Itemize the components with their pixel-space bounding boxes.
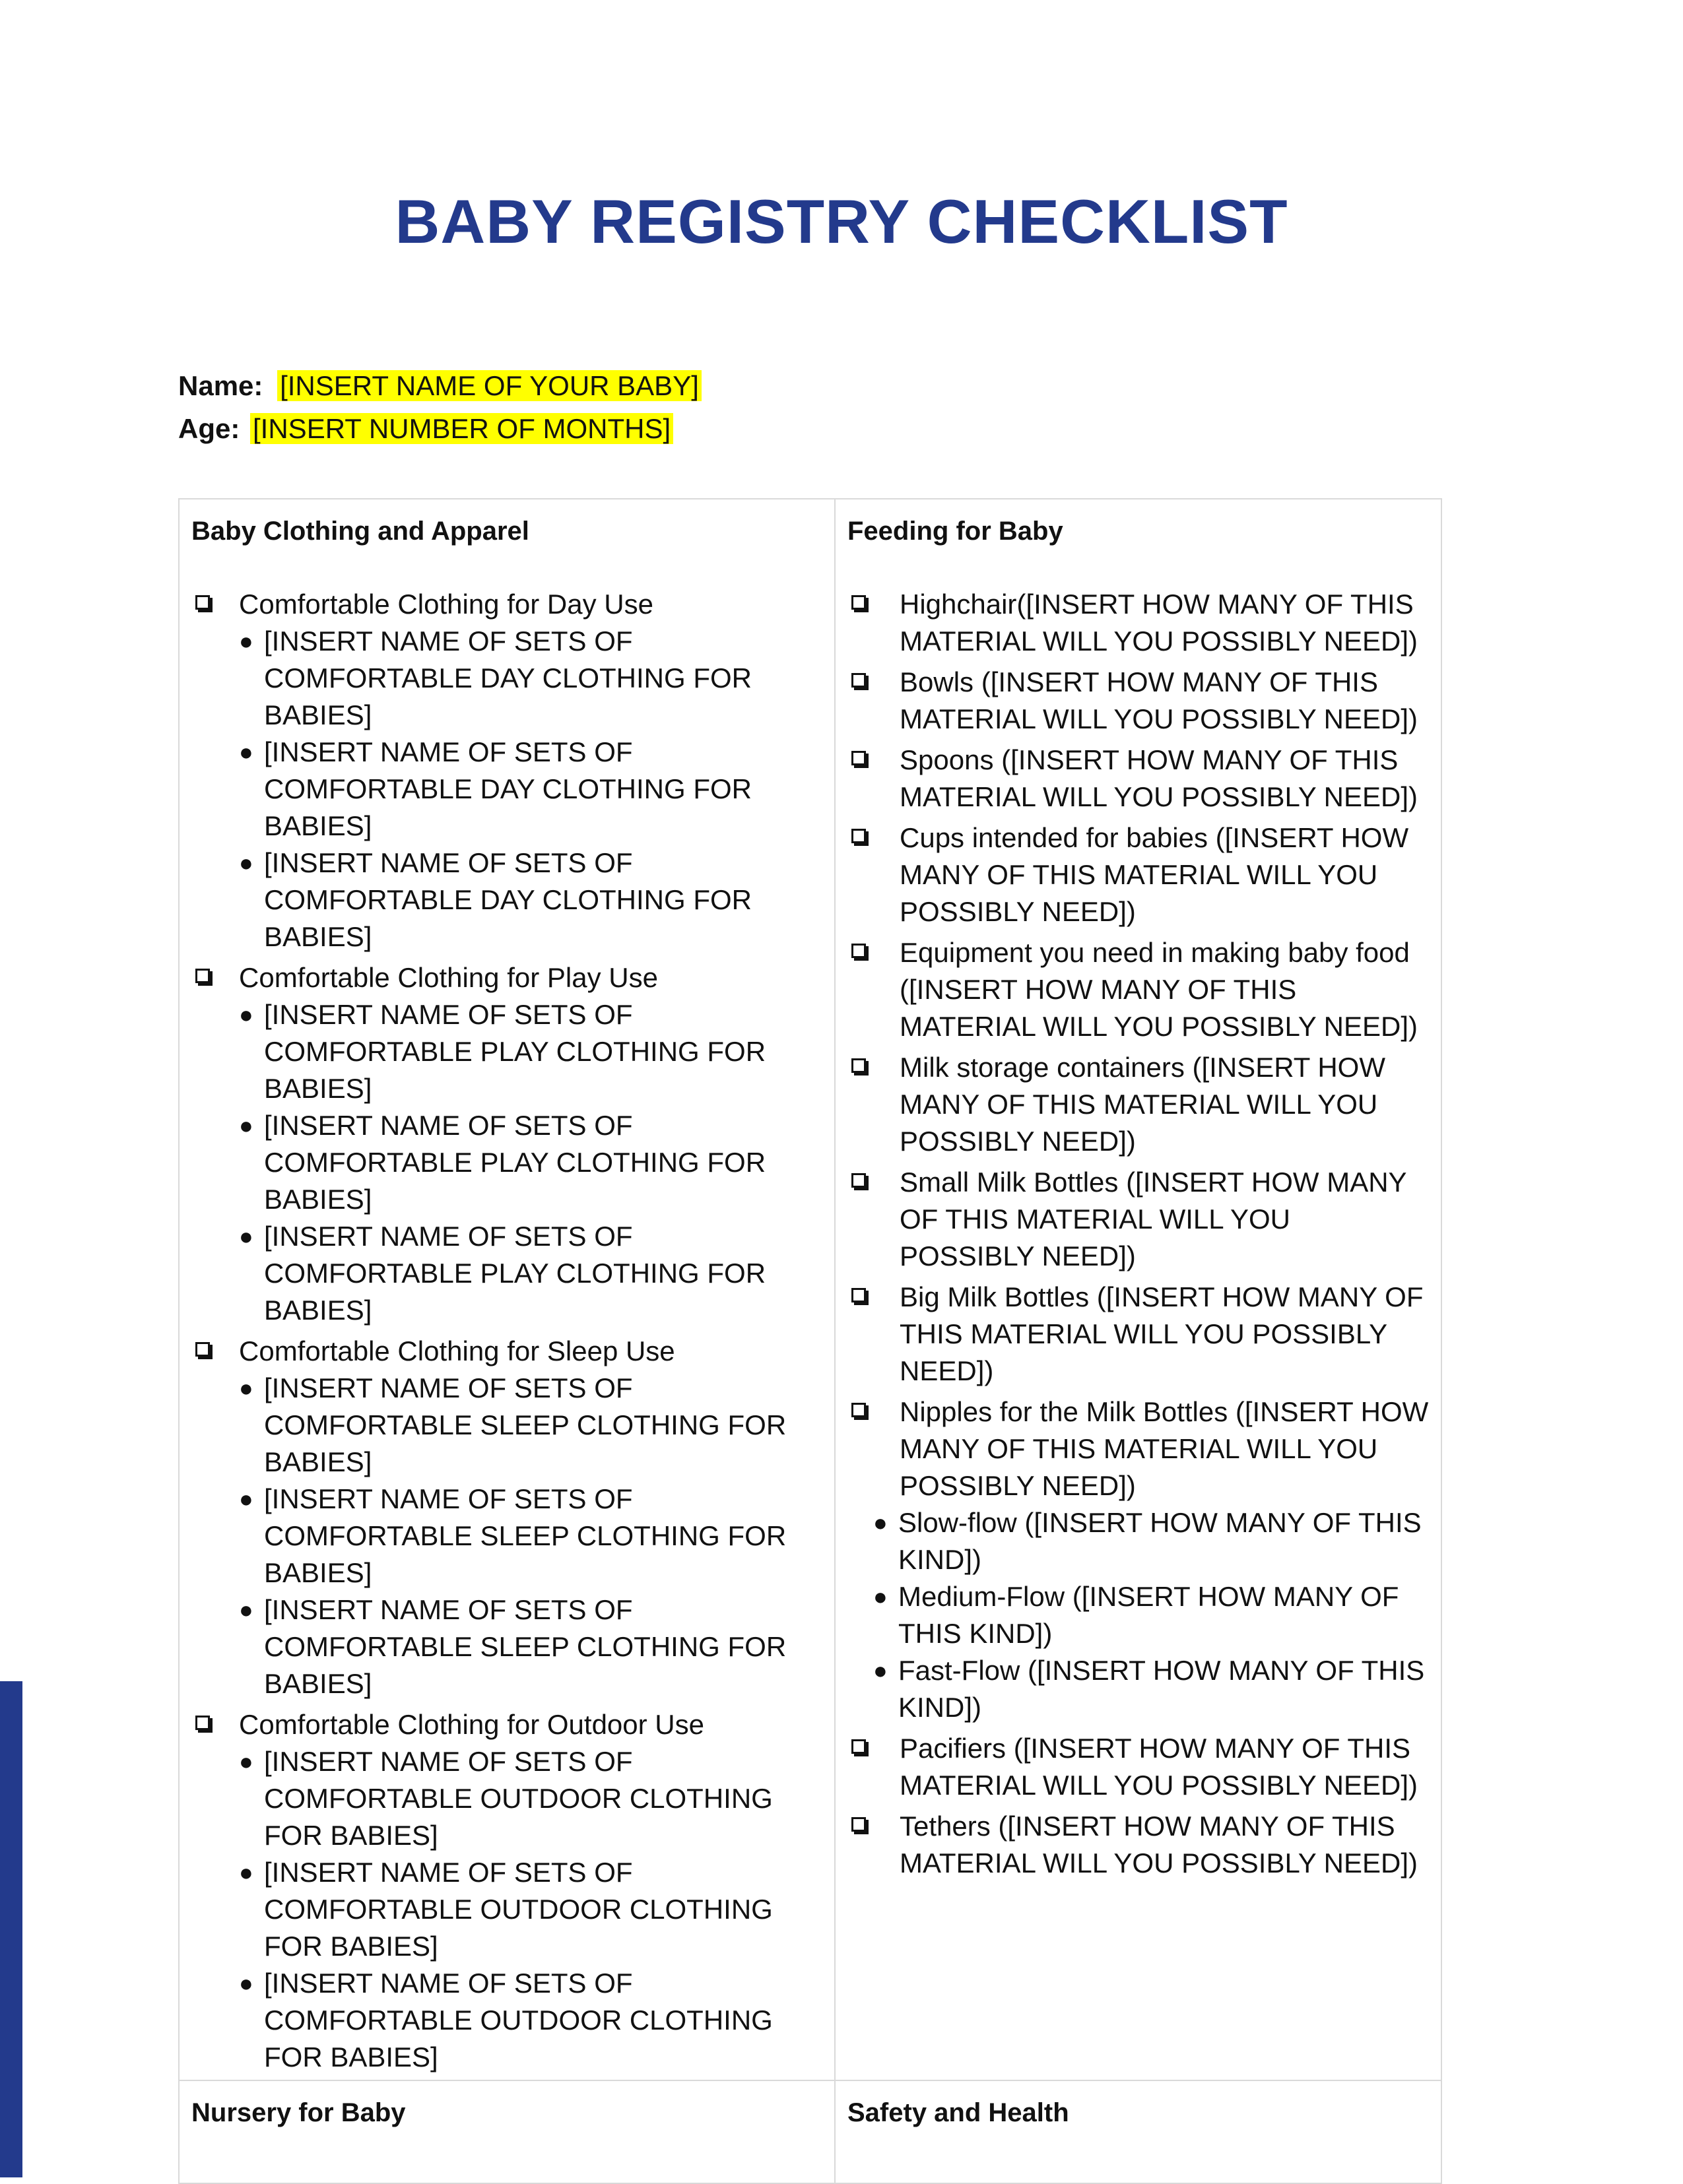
clothing-group-label: Comfortable Clothing for Sleep Use bbox=[239, 1335, 675, 1366]
checkbox-icon[interactable] bbox=[851, 1403, 866, 1417]
clothing-group-label: Comfortable Clothing for Play Use bbox=[239, 962, 658, 993]
clothing-group bbox=[191, 1333, 822, 1702]
bullet-icon: ● bbox=[239, 1596, 253, 1623]
feeding-item: Nipples for the Milk Bottles ([INSERT HOW MANY OF THIS MATERIAL WILL YOU POSSIBLY NEED]) ● Slow-flow ([INSERT HOW MANY OF THIS KIND]) ● Medium-Flow ([INSERT HOW MANY OF THIS KIND]) ● Fast-Flow ([INSERT HOW MANY OF THIS KIND]) bbox=[847, 1394, 1429, 1726]
feeding-list bbox=[847, 586, 1429, 1882]
bullet-icon: ● bbox=[239, 738, 253, 765]
bullet-icon: ● bbox=[239, 1485, 253, 1512]
clothing-group-label: Comfortable Clothing for Outdoor Use bbox=[239, 1709, 704, 1740]
feeding-item: Highchair([INSERT HOW MANY OF THIS MATERIAL WILL YOU POSSIBLY NEED]) bbox=[847, 586, 1429, 660]
page-title: BABY REGISTRY CHECKLIST bbox=[395, 187, 1288, 256]
bullet-icon: ● bbox=[239, 1001, 253, 1028]
checkbox-icon[interactable] bbox=[851, 751, 866, 765]
feeding-item: Bowls ([INSERT HOW MANY OF THIS MATERIAL WILL YOU POSSIBLY NEED]) bbox=[847, 664, 1429, 738]
bullet-icon: ● bbox=[239, 1748, 253, 1775]
list-item: ● [INSERT NAME OF SETS OF COMFORTABLE SLEEP CLOTHING FOR BABIES] bbox=[239, 1481, 822, 1591]
name-value[interactable]: [INSERT NAME OF YOUR BABY] bbox=[277, 370, 702, 401]
list-item: ● [INSERT NAME OF SETS OF COMFORTABLE SLEEP CLOTHING FOR BABIES] bbox=[239, 1370, 822, 1481]
checkbox-icon[interactable] bbox=[851, 673, 866, 688]
nursery-cell bbox=[179, 2080, 835, 2183]
clothing-group-label: Comfortable Clothing for Day Use bbox=[239, 589, 653, 620]
bullet-icon: ● bbox=[239, 1223, 253, 1250]
list-item: ● [INSERT NAME OF SETS OF COMFORTABLE OUTDOOR CLOTHING FOR BABIES] bbox=[239, 1743, 822, 1854]
bullet-icon: ● bbox=[239, 1859, 253, 1886]
list-item: ● [INSERT NAME OF SETS OF COMFORTABLE PLAY CLOTHING FOR BABIES] bbox=[239, 996, 822, 1107]
bullet-icon: ● bbox=[239, 627, 253, 655]
feeding-item: Spoons ([INSERT HOW MANY OF THIS MATERIAL WILL YOU POSSIBLY NEED]) bbox=[847, 742, 1429, 816]
checkbox-icon[interactable] bbox=[195, 595, 210, 610]
list-item: ● [INSERT NAME OF SETS OF COMFORTABLE PLAY CLOTHING FOR BABIES] bbox=[239, 1107, 822, 1218]
checklist-table bbox=[178, 498, 1442, 2184]
list-item: ● [INSERT NAME OF SETS OF COMFORTABLE DAY CLOTHING FOR BABIES] bbox=[239, 734, 822, 845]
feeding-item: Big Milk Bottles ([INSERT HOW MANY OF THIS MATERIAL WILL YOU POSSIBLY NEED]) bbox=[847, 1279, 1429, 1390]
name-label: Name: bbox=[178, 370, 263, 401]
checkbox-icon[interactable] bbox=[195, 969, 210, 983]
age-label: Age: bbox=[178, 413, 240, 444]
clothing-group bbox=[191, 959, 822, 1329]
list-item: ● [INSERT NAME OF SETS OF COMFORTABLE DAY CLOTHING FOR BABIES] bbox=[239, 623, 822, 734]
list-item: ● [INSERT NAME OF SETS OF COMFORTABLE SLEEP CLOTHING FOR BABIES] bbox=[239, 1591, 822, 1702]
list-item: ● [INSERT NAME OF SETS OF COMFORTABLE PLAY CLOTHING FOR BABIES] bbox=[239, 1218, 822, 1329]
feeding-item: Milk storage containers ([INSERT HOW MANY OF THIS MATERIAL WILL YOU POSSIBLY NEED]) bbox=[847, 1049, 1429, 1160]
checkbox-icon[interactable] bbox=[851, 1288, 866, 1302]
bullet-icon: ● bbox=[873, 1509, 888, 1536]
feeding-item: Pacifiers ([INSERT HOW MANY OF THIS MATERIAL WILL YOU POSSIBLY NEED]) bbox=[847, 1730, 1429, 1804]
bullet-icon: ● bbox=[239, 1112, 253, 1139]
checkbox-icon[interactable] bbox=[851, 944, 866, 958]
clothing-heading: Baby Clothing and Apparel bbox=[191, 517, 529, 546]
bullet-icon: ● bbox=[239, 1374, 253, 1401]
list-item: ● Fast-Flow ([INSERT HOW MANY OF THIS KIND]) bbox=[873, 1652, 1429, 1726]
safety-heading: Safety and Health bbox=[847, 2098, 1069, 2127]
list-item: ● [INSERT NAME OF SETS OF COMFORTABLE OUTDOOR CLOTHING FOR BABIES] bbox=[239, 1965, 822, 2076]
checkbox-icon[interactable] bbox=[851, 595, 866, 610]
clothing-group bbox=[191, 586, 822, 955]
clothing-group bbox=[191, 1706, 822, 2076]
feeding-item: Equipment you need in making baby food ([INSERT HOW MANY OF THIS MATERIAL WILL YOU POSSIBLY NEED]) bbox=[847, 934, 1429, 1045]
feeding-cell bbox=[835, 499, 1441, 2080]
checkbox-icon[interactable] bbox=[851, 1173, 866, 1188]
feeding-item: Cups intended for babies ([INSERT HOW MANY OF THIS MATERIAL WILL YOU POSSIBLY NEED]) bbox=[847, 819, 1429, 930]
checkbox-icon[interactable] bbox=[195, 1716, 210, 1730]
feeding-item: Small Milk Bottles ([INSERT HOW MANY OF THIS MATERIAL WILL YOU POSSIBLY NEED]) bbox=[847, 1164, 1429, 1275]
checkbox-icon[interactable] bbox=[851, 1817, 866, 1832]
checkbox-icon[interactable] bbox=[195, 1342, 210, 1357]
feeding-heading: Feeding for Baby bbox=[847, 517, 1063, 546]
age-value[interactable]: [INSERT NUMBER OF MONTHS] bbox=[250, 413, 673, 444]
age-field-row bbox=[178, 409, 673, 449]
bullet-icon: ● bbox=[239, 849, 253, 876]
nipple-types-list bbox=[873, 1504, 1429, 1726]
bullet-icon: ● bbox=[873, 1583, 888, 1610]
safety-cell bbox=[835, 2080, 1441, 2183]
list-item: ● Medium-Flow ([INSERT HOW MANY OF THIS KIND]) bbox=[873, 1578, 1429, 1652]
nursery-heading: Nursery for Baby bbox=[191, 2098, 406, 2127]
list-item: ● [INSERT NAME OF SETS OF COMFORTABLE DAY CLOTHING FOR BABIES] bbox=[239, 845, 822, 955]
side-accent-bar bbox=[0, 1681, 22, 2177]
checkbox-icon[interactable] bbox=[851, 1739, 866, 1754]
list-item: ● Slow-flow ([INSERT HOW MANY OF THIS KIND]) bbox=[873, 1504, 1429, 1578]
clothing-list bbox=[191, 586, 822, 2076]
clothing-cell bbox=[179, 499, 835, 2080]
feeding-item: Tethers ([INSERT HOW MANY OF THIS MATERIAL WILL YOU POSSIBLY NEED]) bbox=[847, 1808, 1429, 1882]
checkbox-icon[interactable] bbox=[851, 1058, 866, 1073]
bullet-icon: ● bbox=[239, 1970, 253, 1997]
list-item: ● [INSERT NAME OF SETS OF COMFORTABLE OUTDOOR CLOTHING FOR BABIES] bbox=[239, 1854, 822, 1965]
name-field-row bbox=[178, 366, 702, 406]
bullet-icon: ● bbox=[873, 1657, 888, 1684]
checkbox-icon[interactable] bbox=[851, 829, 866, 843]
